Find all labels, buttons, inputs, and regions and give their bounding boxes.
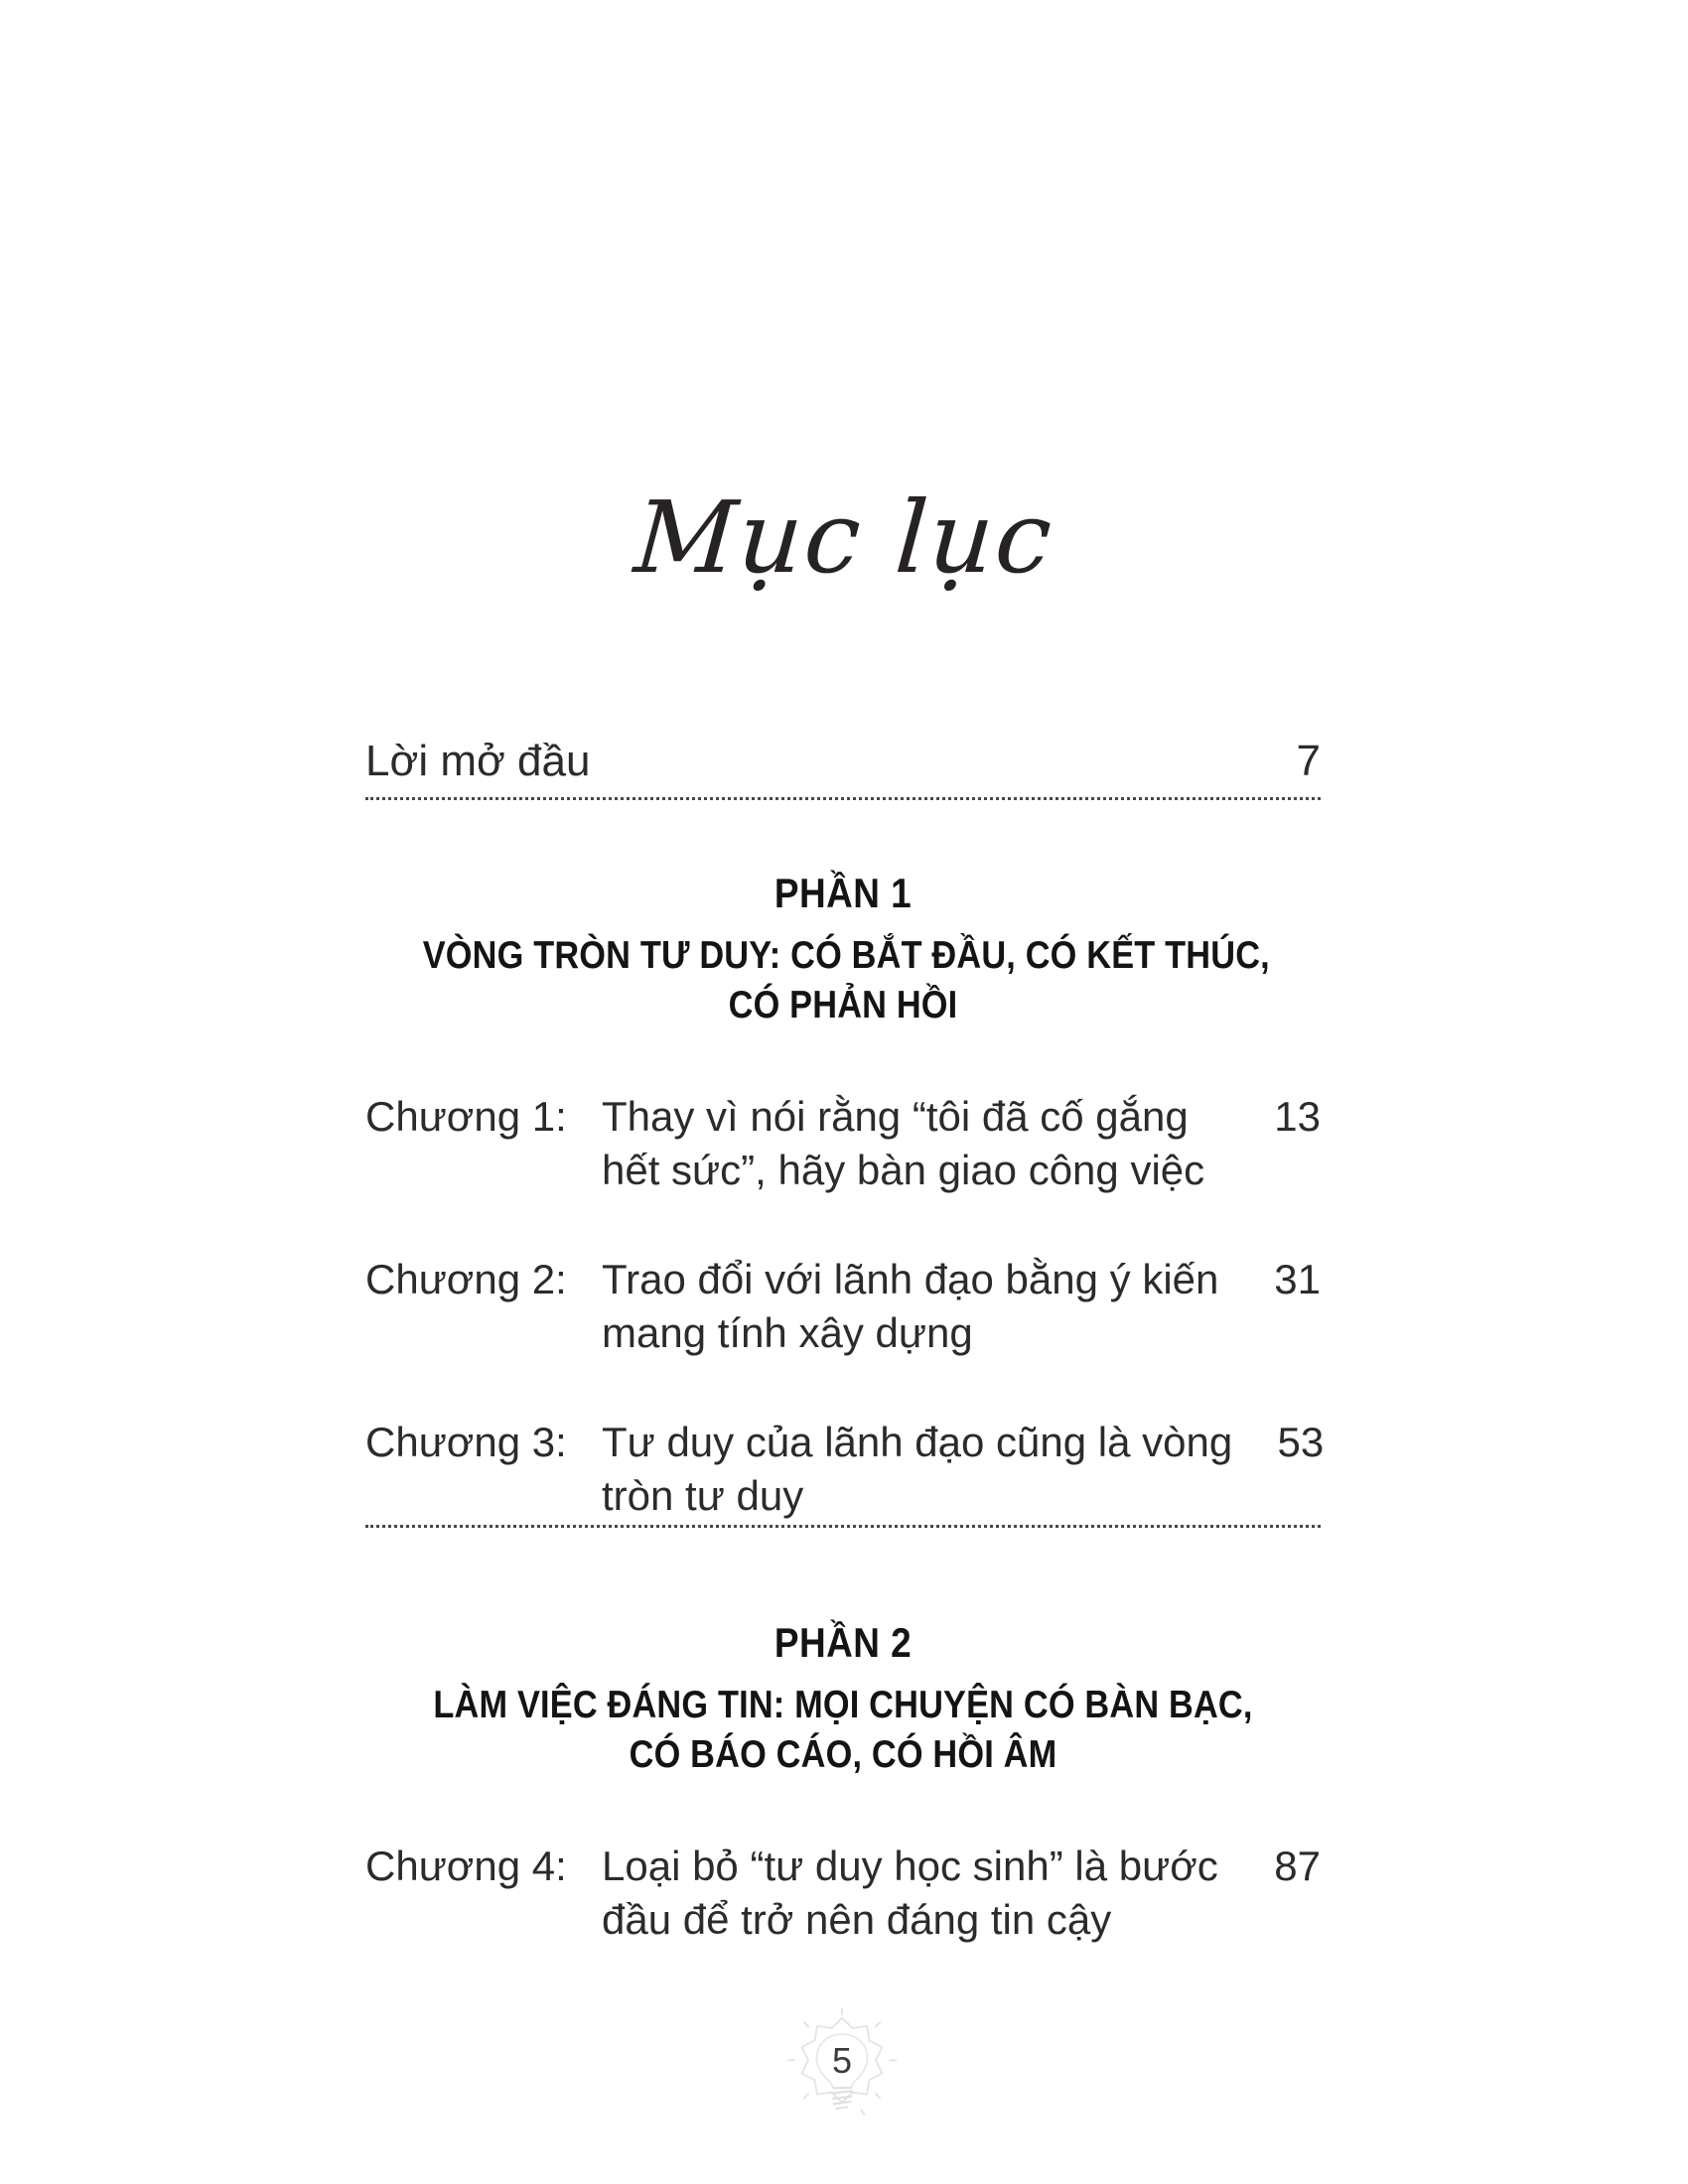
chapter-title — [602, 1253, 1229, 1360]
chapter-label: Chương 1: — [365, 1093, 567, 1140]
intro-label: Lời mở đầu — [365, 737, 591, 785]
chapter-title-line: Thay vì nói rằng “tôi đã cố gắng — [602, 1093, 1189, 1140]
toc-entry-chapter-4 — [365, 1840, 1321, 1947]
section-part-2 — [365, 1619, 1321, 1947]
chapter-label: Chương 3: — [365, 1419, 567, 1465]
chapter-title-line: hết sức”, hãy bàn giao công việc — [602, 1147, 1205, 1193]
toc-content — [365, 737, 1325, 1947]
section-part-1 — [365, 870, 1325, 1523]
page-number: 5 — [831, 2040, 853, 2081]
section-subtitle-line: CÓ PHẢN HỒI — [728, 984, 958, 1026]
toc-entry-chapter-3 — [365, 1416, 1325, 1523]
chapter-list — [365, 1090, 1325, 1523]
section-subtitle — [423, 1681, 1264, 1780]
chapter-page-number: 53 — [1277, 1419, 1325, 1465]
chapter-title — [602, 1416, 1232, 1523]
section-heading: PHẦN 1 — [774, 870, 913, 916]
chapter-title-line: Trao đổi với lãnh đạo bằng ý kiến — [602, 1256, 1219, 1302]
dotted-divider — [365, 797, 1321, 800]
section-subtitle-line: LÀM VIỆC ĐÁNG TIN: MỌI CHUYỆN CÓ BÀN BẠC, — [433, 1684, 1253, 1726]
chapter-title-line: Loại bỏ “tư duy học sinh” là bước — [602, 1843, 1218, 1889]
chapter-title — [602, 1090, 1229, 1197]
section-subtitle-line: CÓ BÁO CÁO, CÓ HỒI ÂM — [629, 1733, 1057, 1776]
chapter-title — [602, 1840, 1229, 1947]
chapter-title-line: mang tính xây dựng — [602, 1309, 973, 1356]
toc-entry-intro — [365, 737, 1321, 786]
page-title: Mục lục — [631, 479, 1057, 596]
section-subtitle-line: VÒNG TRÒN TƯ DUY: CÓ BẮT ĐẦU, CÓ KẾT THÚC, — [422, 934, 1270, 977]
dotted-divider — [365, 1525, 1321, 1528]
chapter-page-number: 13 — [1274, 1093, 1321, 1140]
section-subtitle — [422, 931, 1270, 1030]
section-heading: PHẦN 2 — [774, 1619, 913, 1666]
chapter-title-line: đầu để trở nên đáng tin cậy — [602, 1896, 1112, 1943]
chapter-label: Chương 4: — [365, 1843, 567, 1889]
chapter-title-line: tròn tư duy — [602, 1472, 804, 1519]
chapter-page-number: 31 — [1274, 1256, 1321, 1302]
chapter-title-line: Tư duy của lãnh đạo cũng là vòng — [602, 1419, 1233, 1465]
toc-entry-chapter-1 — [365, 1090, 1321, 1197]
chapter-label: Chương 2: — [365, 1256, 567, 1302]
intro-page-number: 7 — [1296, 737, 1321, 785]
chapter-page-number: 87 — [1274, 1843, 1321, 1889]
toc-entry-chapter-2 — [365, 1253, 1321, 1360]
chapter-list — [365, 1840, 1321, 1947]
page-footer — [784, 2006, 900, 2133]
